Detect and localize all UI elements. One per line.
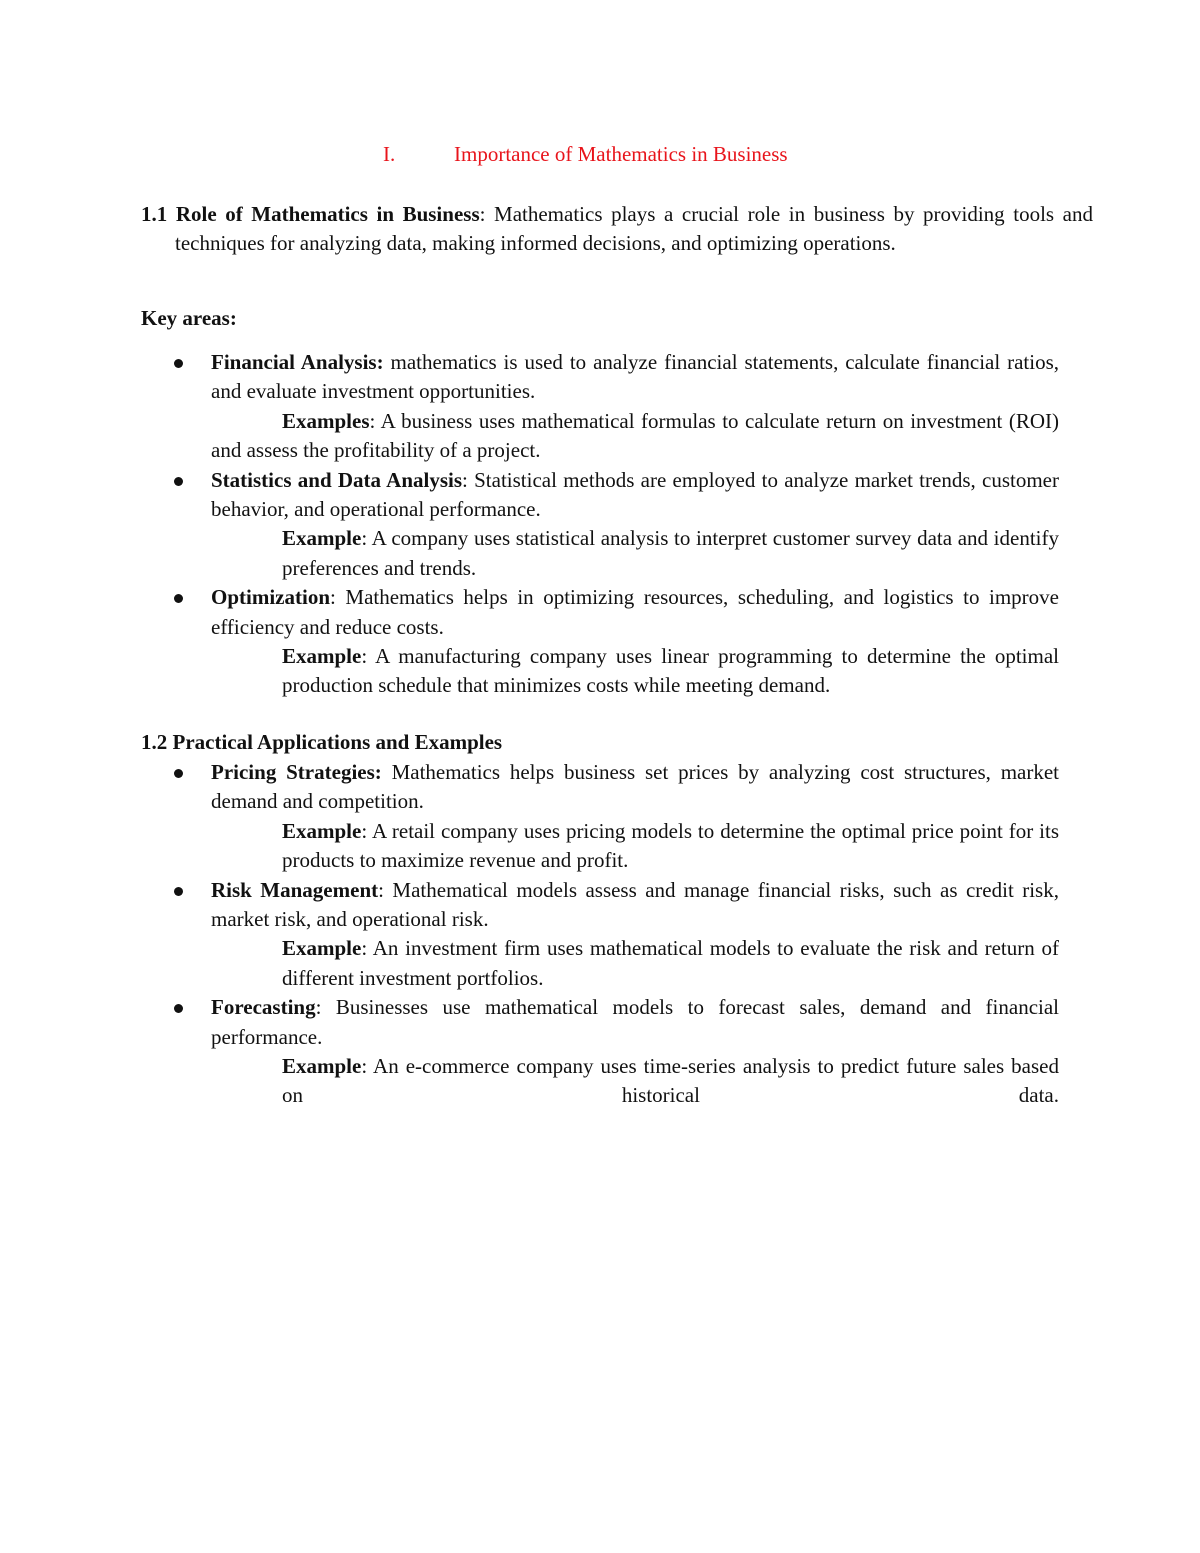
item-text: : Mathematical models assess and manage financial risks, such as credit risk, market risk, and operational risk.: [211, 877, 1059, 932]
example-label: Example: [282, 644, 362, 669]
title-number: I.: [383, 142, 396, 166]
item-text: : Businesses use mathematical models to forecast sales, demand and financial performance.: [211, 995, 1059, 1049]
section-1-1-paragraph: [141, 200, 1093, 258]
item-text: : Mathematics helps in optimizing resources, scheduling, and logistics to improve efficiency and reduce costs.: [211, 585, 1059, 639]
example-text: : A retail company uses pricing models to determine the optimal price point for its products to maximize revenue and profit.: [282, 818, 1059, 873]
item-text: Mathematics helps business set prices by analyzing cost structures, market demand and competition.: [211, 760, 1059, 814]
list-item: [141, 993, 1059, 1111]
example-text: : A business uses mathematical formulas to calculate return on investment (ROI) and assess the profitability of a project.: [211, 408, 1059, 463]
example-label: Examples: [282, 408, 370, 433]
example-text: : A manufacturing company uses linear programming to determine the optimal production schedule that minimizes costs while meeting demand.: [282, 644, 1059, 698]
list-item: [141, 876, 1059, 994]
bullet-icon: [174, 594, 183, 603]
item-label: Financial Analysis:: [211, 350, 384, 374]
example-text: : A company uses statistical analysis to interpret customer survey data and identify preferences and trends.: [282, 526, 1059, 580]
key-areas-list: [141, 348, 1059, 701]
list-item: [141, 583, 1059, 701]
list-item: [141, 348, 1059, 466]
bullet-icon: [174, 887, 183, 896]
section-1-1-label: 1.1 Role of Mathematics in Business: [141, 202, 480, 226]
list-item: [141, 466, 1059, 584]
bullet-icon: [174, 477, 183, 486]
item-text: : Statistical methods are employed to analyze market trends, customer behavior, and operational performance.: [211, 467, 1059, 522]
page-title: [383, 142, 943, 172]
section-1-2-heading: 1.2 Practical Applications and Examples: [141, 730, 503, 754]
item-label: Pricing Strategies:: [211, 760, 382, 784]
example-label: Example: [282, 936, 362, 961]
bullet-icon: [174, 359, 183, 368]
item-label: Optimization: [211, 585, 330, 610]
section-1-1-text: : Mathematics plays a crucial role in business by providing tools and techniques for analyzing data, making informed decisions, and optimizing operations.: [175, 202, 1093, 255]
item-label: Forecasting: [211, 995, 316, 1020]
example-text: : An e-commerce company uses time-series analysis to predict future sales based on historical data.: [282, 1054, 1059, 1108]
example-label: Example: [282, 818, 362, 843]
list-item: [141, 758, 1059, 876]
item-label: Statistics and Data Analysis: [211, 467, 463, 492]
bullet-icon: [174, 769, 183, 778]
bullet-icon: [174, 1004, 183, 1013]
item-text: mathematics is used to analyze financial statements, calculate financial ratios, and evaluate investment opportunities.: [211, 350, 1060, 404]
item-label: Risk Management: [211, 877, 379, 902]
practical-applications-list: [141, 758, 1059, 1111]
key-areas-label: Key areas:: [141, 306, 237, 330]
example-text: : An investment firm uses mathematical models to evaluate the risk and return of different investment portfolios.: [282, 936, 1059, 990]
example-label: Example: [282, 526, 362, 551]
title-text: Importance of Mathematics in Business: [454, 142, 788, 166]
example-label: Example: [282, 1054, 362, 1079]
